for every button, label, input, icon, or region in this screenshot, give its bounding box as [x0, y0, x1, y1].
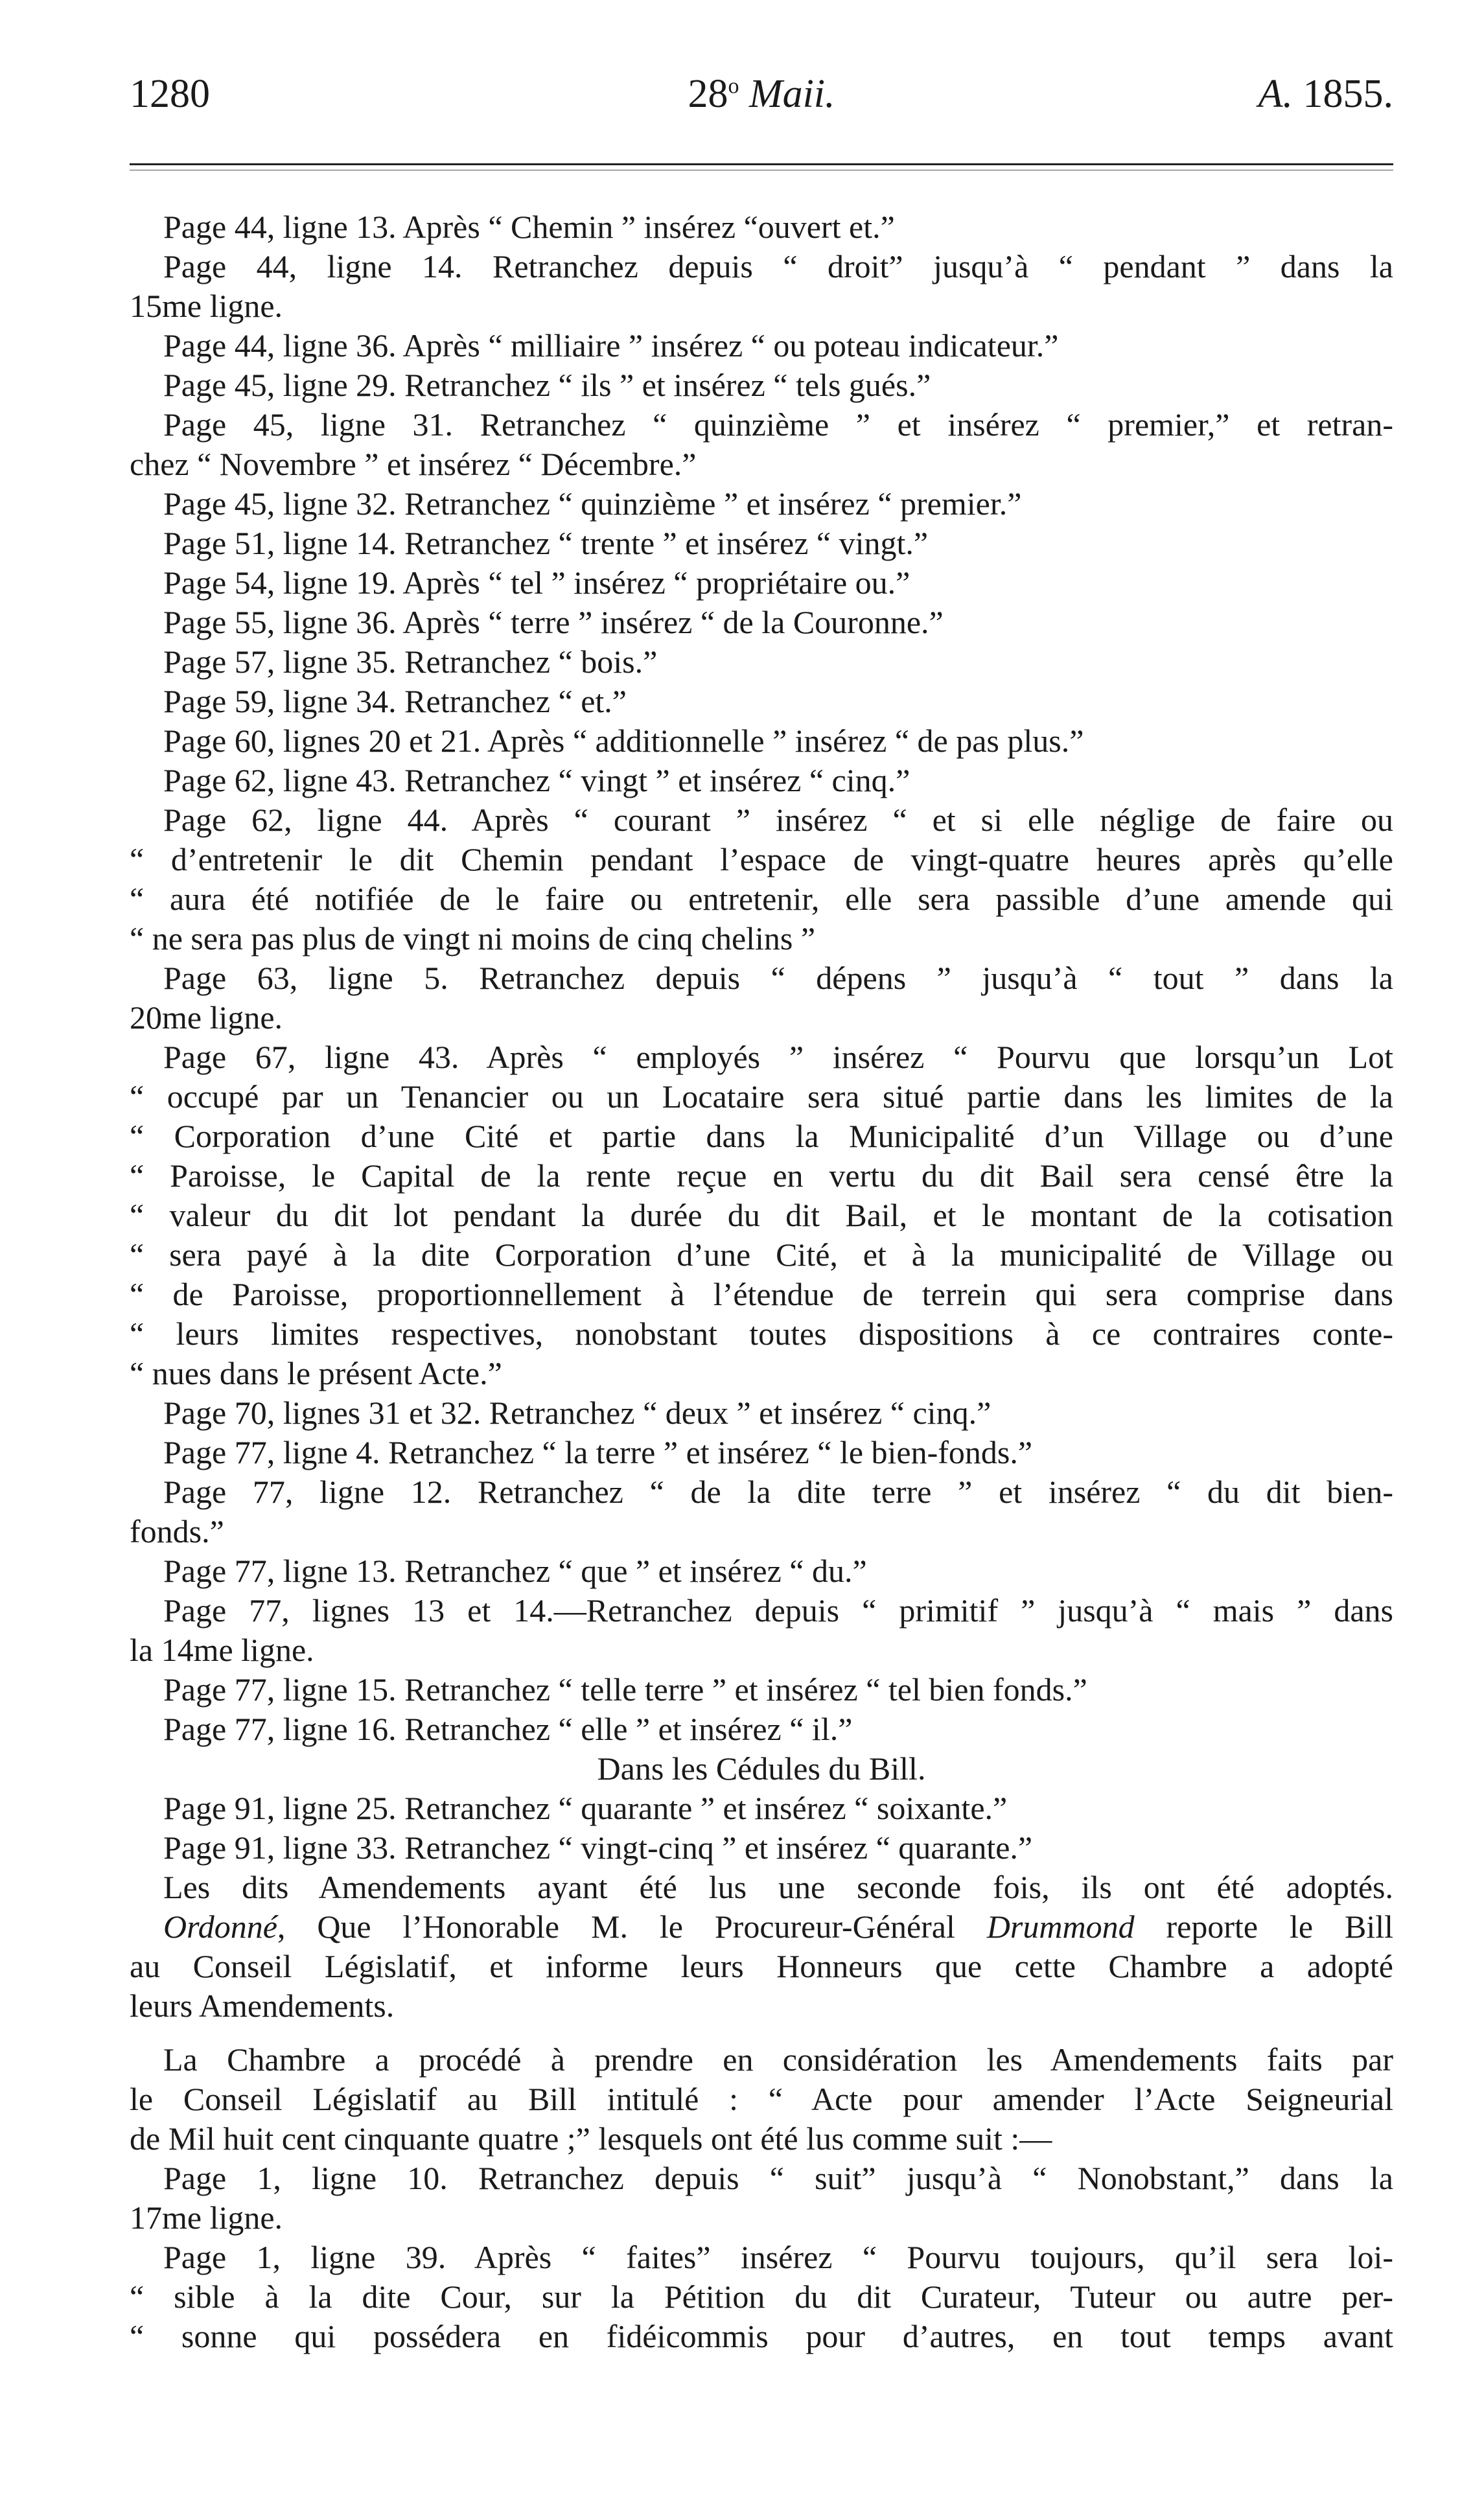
- text-line: Les dits Amendements ayant été lus une seconde fois, ils ont été adoptés.: [163, 1869, 1393, 1905]
- text-line: “ sible à la dite Cour, sur la Pétition du dit Curateur, Tuteur ou autre per-: [130, 2278, 1393, 2315]
- header-year-prefix: A.: [1258, 72, 1293, 116]
- page-number: 1280: [130, 72, 210, 116]
- document-page: [130, 0, 1393, 2493]
- header-date-sup: o: [728, 74, 739, 99]
- text-line: Page 77, ligne 15. Retranchez “ telle terre ” et insérez “ tel bien fonds.”: [163, 1671, 1087, 1708]
- text-line: Page 77, ligne 16. Retranchez “ elle ” et insérez “ il.”: [163, 1711, 853, 1747]
- text-line: “ occupé par un Tenancier ou un Locataire sera situé partie dans les limites de la: [130, 1078, 1393, 1115]
- text-line: Page 91, ligne 33. Retranchez “ vingt-cinq ” et insérez “ quarante.”: [163, 1829, 1033, 1866]
- text-line: Page 45, ligne 29. Retranchez “ ils ” et insérez “ tels gués.”: [163, 367, 931, 403]
- text-line: Page 44, ligne 36. Après “ milliaire ” insérez “ ou poteau indicateur.”: [163, 327, 1059, 364]
- text-line: Page 62, ligne 43. Retranchez “ vingt ” et insérez “ cinq.”: [163, 762, 910, 798]
- text-line: Page 60, lignes 20 et 21. Après “ additionnelle ” insérez “ de pas plus.”: [163, 723, 1084, 759]
- text-line: “ valeur du dit lot pendant la durée du dit Bail, et le montant de la cotisation: [130, 1197, 1393, 1233]
- text-line: “ d’entretenir le dit Chemin pendant l’espace de vingt-quatre heures après qu’elle: [130, 841, 1393, 877]
- text-line: Page 1, ligne 10. Retranchez depuis “ suit” jusqu’à “ Nonobstant,” dans la: [163, 2160, 1393, 2196]
- text-line: 20me ligne.: [130, 999, 283, 1036]
- text-line: Page 54, ligne 19. Après “ tel ” insérez “ propriétaire ou.”: [163, 564, 910, 601]
- text-line: leurs Amendements.: [130, 1988, 395, 2024]
- italic-text: Drummond: [986, 1908, 1135, 1945]
- text-line: fonds.”: [130, 1513, 224, 1549]
- text-line: Ordonné, Que l’Honorable M. le Procureur-Général Drummond reporte le Bill: [163, 1908, 1393, 1945]
- text-line: Page 59, ligne 34. Retranchez “ et.”: [163, 683, 627, 719]
- text-line: Page 45, ligne 32. Retranchez “ quinzième ” et insérez “ premier.”: [163, 485, 1022, 522]
- text-line: “ Corporation d’une Cité et partie dans la Municipalité d’un Village ou d’une: [130, 1118, 1393, 1154]
- header-date-month: Maii.: [748, 72, 835, 116]
- text-line: 15me ligne.: [130, 288, 283, 324]
- text-line: Page 70, lignes 31 et 32. Retranchez “ deux ” et insérez “ cinq.”: [163, 1395, 991, 1431]
- text-line: la 14me ligne.: [130, 1632, 314, 1668]
- text-line: Page 44, ligne 13. Après “ Chemin ” insérez “ouvert et.”: [163, 209, 895, 245]
- text-line: “ sonne qui possédera en fidéicommis pour d’autres, en tout temps avant: [130, 2318, 1393, 2354]
- text-line: “ aura été notifiée de le faire ou entretenir, elle sera passible d’une amende qui: [130, 881, 1393, 917]
- header-year: [1258, 71, 1393, 117]
- paragraph-gap: [130, 2026, 1393, 2040]
- text-line: “ de Paroisse, proportionnellement à l’étendue de terrein qui sera comprise dans: [130, 1276, 1393, 1312]
- section-heading: Dans les Cédules du Bill.: [597, 1750, 926, 1787]
- text-line: “ sera payé à la dite Corporation d’une Cité, et à la municipalité de Village ou: [130, 1236, 1393, 1273]
- text-line: “ Paroisse, le Capital de la rente reçue en vertu du dit Bail sera censé être la: [130, 1157, 1393, 1194]
- text-line: de Mil huit cent cinquante quatre ;” lesquels ont été lus comme suit :—: [130, 2120, 1052, 2157]
- text-line: Page 62, ligne 44. Après “ courant ” insérez “ et si elle néglige de faire ou: [163, 802, 1393, 838]
- header-year-value: 1855.: [1303, 72, 1393, 116]
- text-line: Page 1, ligne 39. Après “ faites” insérez “ Pourvu toujours, qu’il sera loi-: [163, 2239, 1393, 2275]
- text-line: Page 77, lignes 13 et 14.—Retranchez depuis “ primitif ” jusqu’à “ mais ” dans: [163, 1592, 1393, 1629]
- text-line: Page 44, ligne 14. Retranchez depuis “ droit” jusqu’à “ pendant ” dans la: [163, 248, 1393, 284]
- text-line: “ leurs limites respectives, nonobstant toutes dispositions à ce contraires conte-: [130, 1316, 1393, 1352]
- text-line: Page 57, ligne 35. Retranchez “ bois.”: [163, 644, 658, 680]
- text-line: Page 45, ligne 31. Retranchez “ quinzième ” et insérez “ premier,” et retran-: [163, 406, 1393, 443]
- text-line: Page 67, ligne 43. Après “ employés ” insérez “ Pourvu que lorsqu’un Lot: [163, 1039, 1393, 1075]
- page-header: [130, 71, 1393, 130]
- text-line: Page 51, ligne 14. Retranchez “ trente ” et insérez “ vingt.”: [163, 525, 929, 561]
- text-line: Page 77, ligne 4. Retranchez “ la terre ” et insérez “ le bien-fonds.”: [163, 1434, 1033, 1470]
- italic-text: Ordonné: [163, 1908, 277, 1945]
- text-line: “ nues dans le présent Acte.”: [130, 1355, 502, 1391]
- text-line: le Conseil Législatif au Bill intitulé : “ Acte pour amender l’Acte Seigneurial: [130, 2081, 1393, 2117]
- text-line: 17me ligne.: [130, 2199, 283, 2236]
- header-date: [130, 71, 1393, 117]
- text-line: Page 77, ligne 13. Retranchez “ que ” et insérez “ du.”: [163, 1553, 867, 1589]
- text-line: au Conseil Législatif, et informe leurs Honneurs que cette Chambre a adopté: [130, 1948, 1393, 1984]
- text-line: La Chambre a procédé à prendre en considération les Amendements faits par: [163, 2041, 1393, 2078]
- text-line: Page 63, ligne 5. Retranchez depuis “ dépens ” jusqu’à “ tout ” dans la: [163, 960, 1393, 996]
- text-line: Page 91, ligne 25. Retranchez “ quarante ” et insérez “ soixante.”: [163, 1790, 1008, 1826]
- text-line: Page 77, ligne 12. Retranchez “ de la dite terre ” et insérez “ du dit bien-: [163, 1474, 1393, 1510]
- document-body: [130, 207, 1393, 2356]
- header-date-day: 28: [688, 72, 728, 116]
- header-rule: [130, 163, 1393, 165]
- text-line: Page 55, ligne 36. Après “ terre ” insérez “ de la Couronne.”: [163, 604, 944, 640]
- text-line: “ ne sera pas plus de vingt ni moins de cinq chelins ”: [130, 920, 816, 957]
- text-line: chez “ Novembre ” et insérez “ Décembre.”: [130, 446, 697, 482]
